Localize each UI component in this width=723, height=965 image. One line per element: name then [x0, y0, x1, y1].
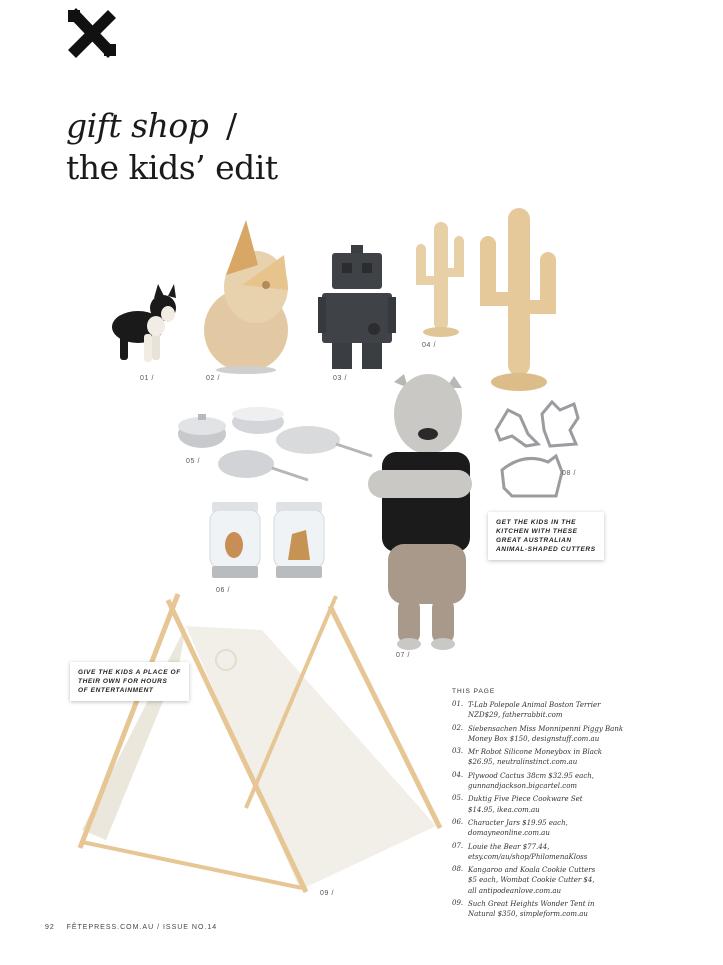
- list-item: 06. Character Jars $19.95 each, domayneonline.com.au: [452, 817, 568, 838]
- list-item: 05. Duktig Five Piece Cookware Set $14.95, ikea.com.au: [452, 794, 583, 814]
- wonder-tent-image: [76, 590, 456, 896]
- label-04: 04 /: [422, 342, 437, 349]
- label-02: 02 /: [206, 375, 221, 382]
- list-item: 09. Such Great Heights Wonder Tent in Natural $350, simpleform.com.au: [452, 899, 595, 919]
- list-heading: THIS PAGE: [452, 688, 496, 695]
- label-09: 09 /: [320, 890, 335, 897]
- list-item: 04. Plywood Cactus 38cm $32.95 each, gunnandjackson.bigcartel.com: [452, 770, 594, 791]
- list-item: 01. T-Lab Polepole Animal Boston Terrier NZD$29, fatherrabbit.com: [452, 700, 601, 720]
- page-footer: 92 FÊTEPRESS.COM.AU / ISSUE NO.14: [45, 924, 218, 931]
- label-03: 03 /: [333, 375, 348, 382]
- product-list: [452, 700, 712, 923]
- tent-callout: GIVE THE KIDS A PLACE OF THEIR OWN FOR HOURS OF ENTERTAINMENT: [70, 662, 189, 701]
- list-item: 08. Kangaroo and Koala Cookie Cutters $5 each, Wombat Cookie Cutter $4, all antipodeanlove.com.au: [452, 865, 596, 895]
- list-item: 02. Siebensachen Miss Monnipenni Piggy Bank Money Box $150, designstuff.com.au: [452, 723, 624, 743]
- label-08: 08 /: [562, 470, 577, 477]
- plywood-cactus-small-image: [412, 214, 468, 340]
- label-05: 05 /: [186, 458, 201, 465]
- list-item: 07. Louie the Bear $77.44, etsy.com/au/shop/PhilomenaKloss: [452, 841, 588, 861]
- list-item: 03. Mr Robot Silicone Moneybox in Black $26.95, neutralinstinct.com.au: [452, 747, 603, 767]
- boston-terrier-figurine-image: [108, 282, 183, 367]
- cookie-cutters-image: [490, 400, 586, 504]
- robot-moneybox-image: [318, 243, 396, 371]
- plywood-cactus-large-image: [474, 206, 564, 394]
- title-line-1: gift shop: [66, 106, 209, 145]
- label-06: 06 /: [216, 587, 231, 594]
- title-slash: /: [226, 106, 238, 145]
- label-01: 01 /: [140, 375, 155, 382]
- wooden-piggy-bank-image: [196, 215, 296, 375]
- label-07: 07 /: [396, 652, 411, 659]
- cutters-callout: GET THE KIDS IN THE KITCHEN WITH THESE GREAT AUSTRALIAN ANIMAL-SHAPED CUTTERS: [488, 512, 604, 560]
- x-percent-logo-icon: [66, 8, 118, 58]
- cookware-set-image: [172, 400, 372, 485]
- character-jars-image: [208, 500, 324, 582]
- title-line-2: the kids’ edit: [66, 148, 278, 187]
